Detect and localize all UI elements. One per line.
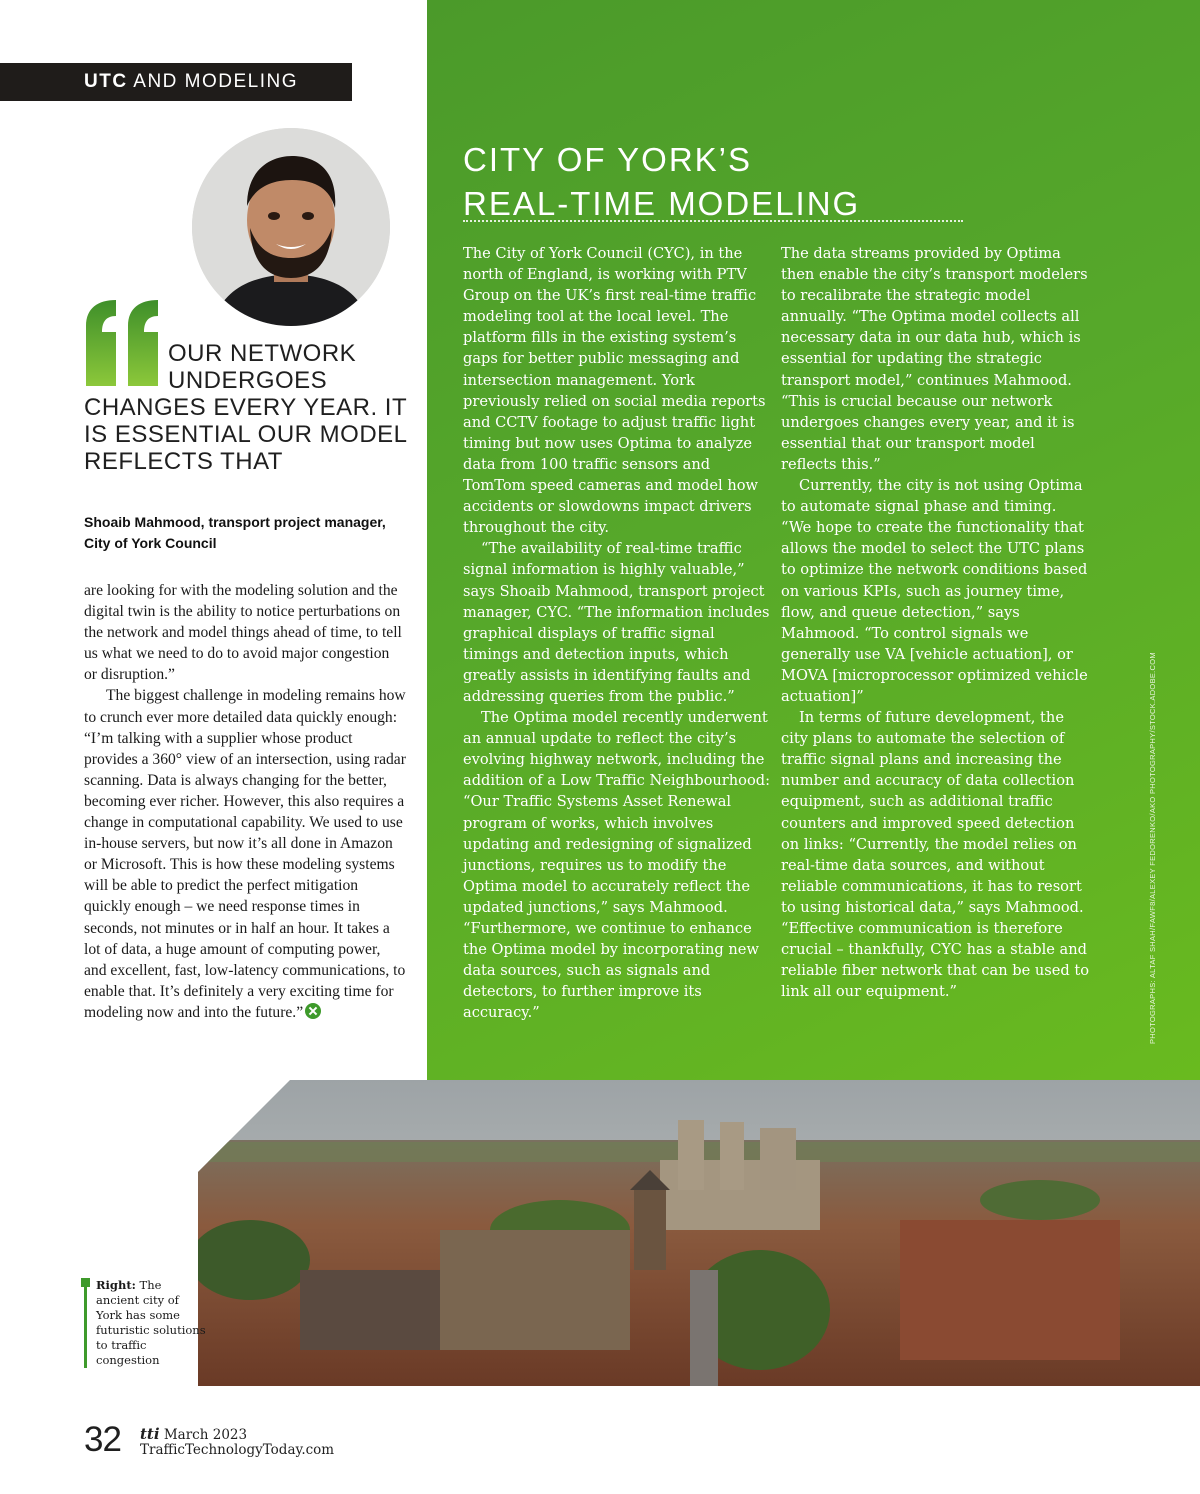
website-link[interactable]: TrafficTechnologyToday.com [140, 1442, 335, 1458]
left-paragraph-2-text: The biggest challenge in modeling remains how to crunch ever more detailed data quickly enough: “I’m talking with a supplier whose product provides a 360° view of an intersection, using radar scanning. Data is always changing for the better, becoming ever richer. However, this also requires a change in computational capability. We used to use in-house servers, but now it’s all done in Amazon or Microsoft. This is how these modeling systems will be able to predict the perfect mitigation quickly enough – we need response times in seconds, not minutes or in half an hour. It takes a lot of data, a huge amount of computing power, and excellent, fast, low-latency communications, to enable that. It’s definitely a very exciting time for modeling now and into the future.” [84, 687, 406, 1021]
headline-line-1: CITY OF YORK’S [463, 141, 753, 178]
body-column-b [781, 243, 1091, 1002]
quote-credit: Shoaib Mahmood, transport project manager, City of York Council [84, 514, 386, 551]
section-tag [0, 63, 352, 101]
portrait-illustration [192, 128, 390, 326]
headline-line-2: REAL-TIME MODELING [463, 185, 861, 222]
caption-lead: Right: [96, 1278, 136, 1292]
headline-dotted-rule [463, 220, 963, 222]
portrait-photo [192, 128, 390, 326]
end-mark-icon [305, 1003, 321, 1019]
page-number: 32 [84, 1420, 121, 1459]
photo-credit: PHOTOGRAPHS: ALTAF SHAH/FAWF8/ALEXEY FEDORENKO/AKO PHOTOGRAPHY/STOCK.ADOBE.COM [1148, 652, 1157, 1044]
left-body [84, 580, 406, 1023]
left-paragraph-1: are looking for with the modeling solution and the digital twin is the ability to notice perturbations on the network and model things ahead of time, to tell us what we need to do to avoid major congestion or disruption.” [84, 582, 402, 684]
body-column-a [463, 243, 773, 1023]
section-tag-rest: AND MODELING [127, 71, 299, 92]
issue-date: March 2023 [159, 1427, 248, 1443]
column-a-paragraph-1: The City of York Council (CYC), in the north of England, is working with PTV Group on the UK’s first real-time traffic modeling tool at the local level. The platform fills in the existing system’s gaps for better public messaging and intersection management. York previously relied on social media reports and CCTV footage to adjust traffic light timing but now uses Optima to analyze data from 100 traffic sensors and TomTom speed cameras and model how accidents or slowdowns impact drivers throughout the city. [463, 245, 766, 537]
pull-quote [84, 340, 414, 475]
column-b-paragraph-2: Currently, the city is not using Optima to automate signal phase and timing. “We hope to create the functionality that allows the model to select the UTC plans to optimize the network conditions based on various KPIs, such as journey time, flow, and queue detection,” says Mahmood. “To control signals we generally use VA [vehicle actuation], or MOVA [microprocessor optimized vehicle actuation]” [781, 477, 1088, 705]
left-paragraph-2 [84, 685, 406, 1023]
photo-caption [84, 1278, 206, 1368]
column-a-paragraph-3: The Optima model recently underwent an annual update to reflect the city’s evolving highway network, including the addition of a Low Traffic Neighbourhood: “Our Traffic Systems Asset Renewal program of works, which involves updating and redesigning of signalized junctions, requires us to modify the Optima model to accurately reflect the updated junctions,” says Mahmood. “Furthermore, we continue to enhance the Optima model by incorporating new data sources, such as signals and detectors, to further improve its accuracy.” [463, 709, 770, 1022]
column-b-paragraph-1: The data streams provided by Optima then enable the city’s transport modelers to recalibrate the strategic model annually. “The Optima model collects all necessary data in our data hub, which is essential for updating the strategic transport model,” continues Mahmood. “This is crucial because our network undergoes changes every year, and it is essential that our transport model reflects this.” [781, 245, 1088, 473]
article-headline [463, 138, 983, 226]
caption-text: The ancient city of York has some futuristic solutions to traffic congestion [96, 1278, 206, 1367]
pull-quote-line-1: OUR NETWORK UNDERGOES [168, 340, 357, 394]
magazine-logo: tti [140, 1425, 160, 1443]
folio-brand [140, 1426, 247, 1443]
column-b-paragraph-3: In terms of future development, the city plans to automate the selection of traffic signal plans and increasing the number and accuracy of data collection equipment, such as additional traffic counters and improved speed detection on links: “Currently, the model relies on real-time data sources, and without reliable communications, it has to resort to using historical data,” says Mahmood. “Effective communication is therefore crucial – thankfully, CYC has a stable and reliable fiber network that can be used to link all our equipment.” [781, 709, 1090, 1001]
column-a-paragraph-2: “The availability of real-time traffic signal information is highly valuable,” says Shoaib Mahmood, transport project manager, CYC. “The information includes graphical displays of traffic signal timings and detection inputs, which greatly assists in identifying faults and addressing queries from the public.” [463, 540, 770, 705]
pull-quote-line-2: CHANGES EVERY YEAR. IT IS ESSENTIAL OUR MODEL REFLECTS THAT [84, 394, 407, 475]
section-tag-bold: UTC [84, 71, 128, 92]
